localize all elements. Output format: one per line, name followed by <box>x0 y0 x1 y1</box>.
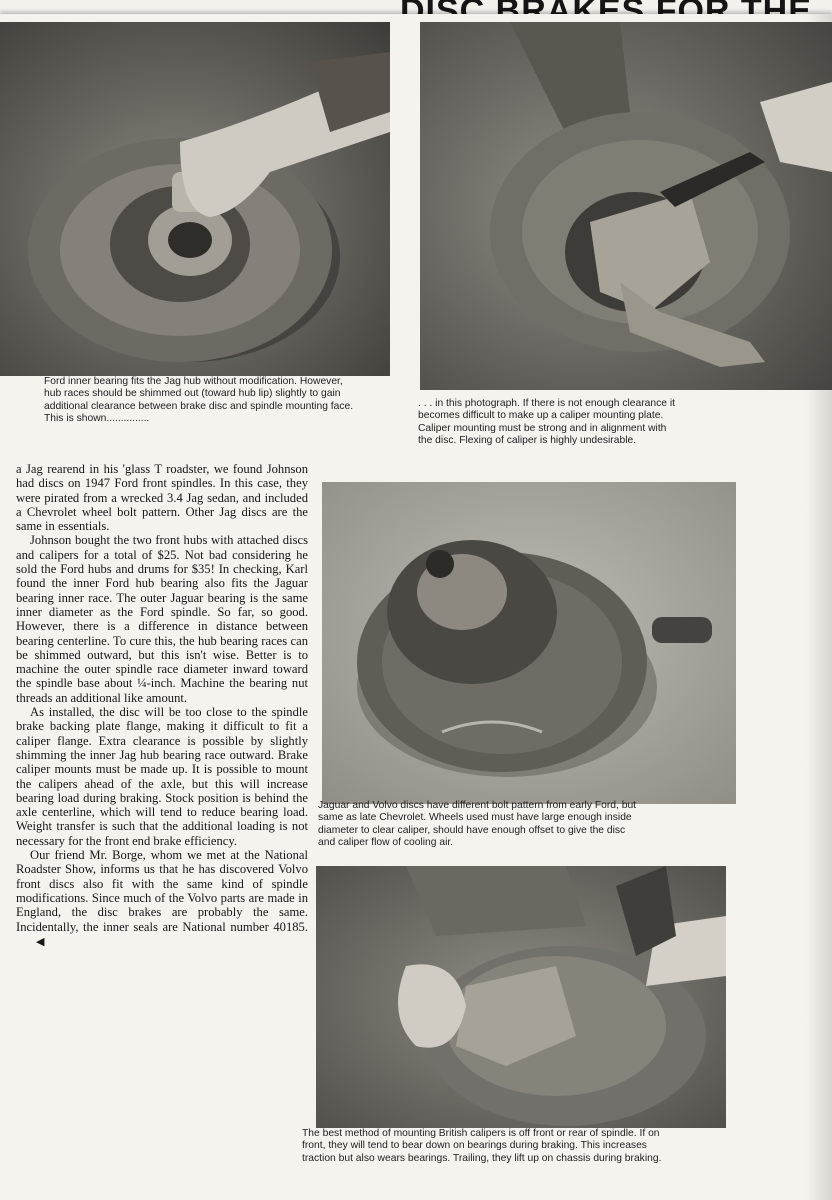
article-paragraph-text: Our friend Mr. Borge, whom we met at the National Roadster Show, informs us that he has discovered Volvo front discs also fit with the same kind of spindle modifications. Since much of the Volvo parts are made in England, the disc brakes are probably the same. Incidentally, the inner seals are National number 40185. <box>16 848 308 934</box>
photo-caliper-position-image <box>316 866 726 1128</box>
caption-caliper-position: The best method of mounting British calipers is off front or rear of spindle. If on front, they will tend to bear down on bearings during braking. This increases traction but also wears bearings. Trailing, they lift up on chassis during braking. <box>302 1128 662 1164</box>
caption-hub-bearing: Ford inner bearing fits the Jag hub without modification. However, hub races should be shimmed out (toward hub lip) slightly to gain additional clearance between brake disc and spindle mounting face. This is shown............... <box>44 376 354 425</box>
article-paragraph: Johnson bought the two front hubs with attached discs and calipers for a total of $25. Not bad considering he sold the Ford hubs and drums for $35! In checking, Karl found the inner Ford hub bearing also fits the Jaguar bearing inner race. The outer Jaguar bearing is the same inner diameter as the Ford spindle. So far, so good. However, there is a difference in distance between bearing centerline. To cure this, the hub bearing races can be shimmed outward, but this isn't wise. Better is to machine the outer spindle race diameter inward toward the spindle base about ¼-inch. Machine the bearing nut threads an additional like amount. <box>16 533 308 705</box>
article-paragraph <box>16 848 308 949</box>
caption-caliper-mounting: . . . in this photograph. If there is not enough clearance it becomes difficult to make up a caliper mounting plate. Caliper mounting must be strong and in alignment with the disc. Flexing of caliper is highly undesirable. <box>418 398 676 447</box>
photo-caliper-mounting <box>420 22 832 390</box>
end-of-article-mark: ◀ <box>36 935 45 948</box>
article-body <box>16 462 308 949</box>
article-paragraph: As installed, the disc will be too close to the spindle brake backing plate flange, making it difficult to fit a caliper flange. Extra clearance is possible by slightly shimming the inner Jag hub bearing race outward. Brake caliper mounts must be made up. It is possible to mount the calipers ahead of the axle, but this will increase bearing load during braking. Stock position is behind the axle centerline, which will tend to reduce bearing load. Weight transfer is such that the additional loading is not necessary for the front end brake efficiency. <box>16 705 308 848</box>
caption-disc-bolt-pattern: Jaguar and Volvo discs have different bolt pattern from early Ford, but same as late Chevrolet. Wheels used must have large enough inside diameter to clear caliper, should have enough offset to give the disc and caliper flow of cooling air. <box>318 800 637 849</box>
photo-hub-bearing-image <box>0 22 390 376</box>
photo-disc-bolt-pattern <box>322 482 736 804</box>
photo-hub-bearing <box>0 22 390 376</box>
photo-caliper-position <box>316 866 726 1128</box>
photo-disc-bolt-pattern-image <box>322 482 736 804</box>
photo-caliper-mounting-image <box>420 22 832 390</box>
article-paragraph: a Jag rearend in his 'glass T roadster, we found Johnson had discs on 1947 Ford front spindles. In this case, they were pirated from a wrecked 3.4 Jag sedan, and included a Chevrolet wheel bolt pattern. Other Jag discs are the same in essentials. <box>16 462 308 534</box>
